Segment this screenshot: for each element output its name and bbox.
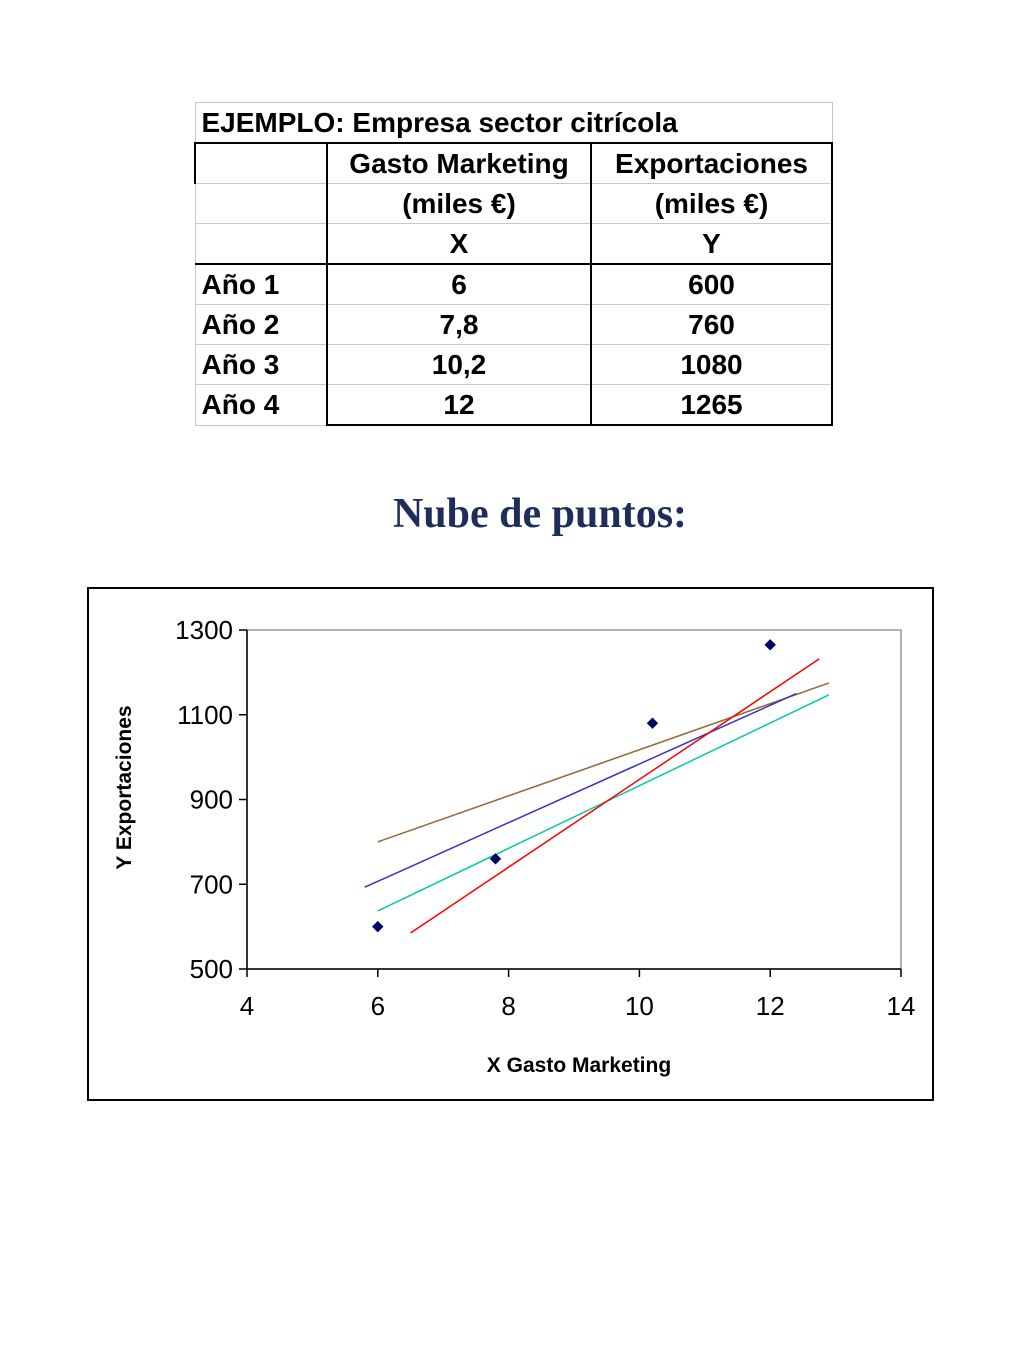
row-y-value: 600 bbox=[591, 264, 832, 305]
y-tick-label: 900 bbox=[189, 784, 233, 815]
row-y-value: 760 bbox=[591, 305, 832, 345]
row-x-value: 6 bbox=[327, 264, 591, 305]
data-table bbox=[194, 102, 833, 426]
data-point bbox=[647, 718, 657, 728]
table-row bbox=[195, 345, 832, 385]
row-label: Año 1 bbox=[195, 264, 327, 305]
header-empty-cell bbox=[195, 224, 327, 265]
x-axis-label: X Gasto Marketing bbox=[486, 1054, 672, 1077]
header-var-y: Y bbox=[591, 224, 832, 265]
header-exportaciones: Exportaciones bbox=[591, 143, 832, 184]
plot-area-border bbox=[247, 630, 901, 969]
row-x-value: 10,2 bbox=[327, 345, 591, 385]
table-row bbox=[195, 264, 832, 305]
trend-line bbox=[411, 659, 820, 933]
x-tick-label: 4 bbox=[239, 991, 255, 1021]
row-label: Año 3 bbox=[195, 345, 327, 385]
row-x-value: 7,8 bbox=[327, 305, 591, 345]
x-tick-label: 10 bbox=[624, 991, 654, 1021]
row-y-value: 1265 bbox=[591, 385, 832, 426]
table-title: EJEMPLO: Empresa sector citrícola bbox=[195, 103, 832, 144]
y-tick-label: 500 bbox=[189, 954, 233, 984]
row-x-value: 12 bbox=[327, 385, 591, 426]
trend-line bbox=[365, 694, 797, 888]
y-tick-label: 700 bbox=[189, 869, 233, 900]
row-label: Año 4 bbox=[195, 385, 327, 426]
x-tick-label: 8 bbox=[501, 991, 516, 1021]
chart-frame bbox=[87, 587, 934, 1101]
data-point bbox=[765, 640, 775, 650]
header-unit-y: (miles €) bbox=[591, 184, 832, 224]
data-point bbox=[373, 922, 383, 932]
table-row bbox=[195, 385, 832, 426]
x-tick-label: 14 bbox=[886, 991, 916, 1021]
header-empty-cell bbox=[195, 143, 327, 184]
y-tick-label: 1100 bbox=[177, 699, 233, 730]
header-var-x: X bbox=[327, 224, 591, 265]
y-tick-label: 1300 bbox=[175, 615, 233, 645]
x-tick-label: 6 bbox=[370, 991, 386, 1021]
page-heading: Nube de puntos: bbox=[392, 491, 688, 537]
header-gasto-marketing: Gasto Marketing bbox=[327, 143, 591, 184]
x-tick-label: 12 bbox=[755, 991, 785, 1021]
header-unit-x: (miles €) bbox=[327, 184, 591, 224]
trend-line bbox=[378, 683, 829, 842]
row-y-value: 1080 bbox=[591, 345, 832, 385]
y-axis-label: Y Exportaciones bbox=[113, 705, 136, 870]
data-point bbox=[491, 854, 501, 864]
row-label: Año 2 bbox=[195, 305, 327, 345]
table-row bbox=[195, 305, 832, 345]
scatter-chart bbox=[89, 589, 932, 1099]
header-empty-cell bbox=[195, 184, 327, 224]
